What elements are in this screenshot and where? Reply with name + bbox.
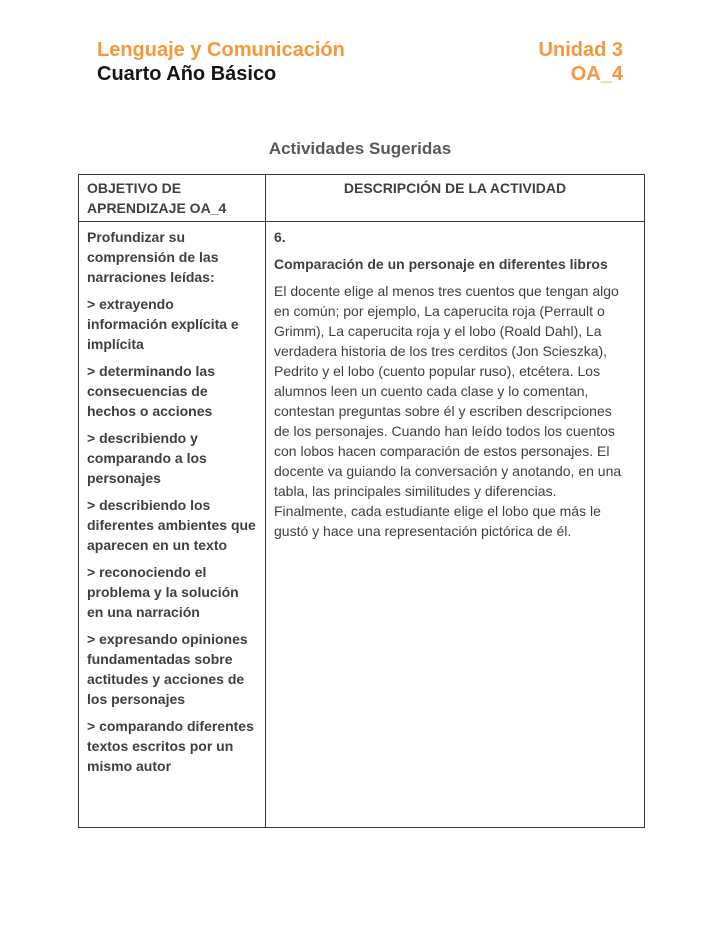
objective-column-header: OBJETIVO DE APRENDIZAJE OA_4 [79,175,266,222]
unit-label: Unidad 3 [538,39,623,61]
objective-item: > describiendo y comparando a los personajes [87,430,207,486]
grade-subtitle: Cuarto Año Básico [97,63,277,85]
objective-item: > determinando las consecuencias de hechos o acciones [87,363,215,419]
objective-item: > extrayendo información explícita e implícita [87,296,239,352]
subject-title: Lenguaje y Comunicación [97,39,345,61]
objective-item: > reconociendo el problema y la solución en una narración [87,564,239,620]
table-row [79,222,645,828]
description-column-header: DESCRIPCIÓN DE LA ACTIVIDAD [266,175,645,222]
header-right-block [539,38,623,86]
objective-item: > describiendo los diferentes ambientes que aparecen en un texto [87,497,256,553]
page-header [97,38,623,86]
oa-label: OA_4 [570,63,623,85]
objective-intro: Profundizar su comprensión de las narraciones leídas: [87,229,219,285]
objective-item: > expresando opiniones fundamentadas sobre actitudes y acciones de los personajes [87,631,248,707]
activity-title: Comparación de un personaje en diferentes libros [274,256,608,272]
header-left-block [97,38,345,86]
table-header-row [79,175,645,222]
objective-cell [79,222,266,828]
activities-table [78,174,645,828]
objective-item: > comparando diferentes textos escritos por un mismo autor [87,718,254,774]
activity-description: El docente elige al menos tres cuentos que tengan algo en común; por ejemplo, La caperucita roja (Perrault o Grimm), La caperucita roja y el lobo (Roald Dahl), La verdadera historia de los tres cerditos (Jon Scieszka), Pedrito y el lobo (cuento popular ruso), etcétera. Los alumnos leen un cuento cada clase y lo comentan, contestan preguntas sobre él y escriben descripciones de los personajes. Cuando han leído todos los cuentos con lobos hacen comparación de estos personajes. El docente va guiando la conversación y anotando, en una tabla, las principales similitudes y diferencias. Finalmente, cada estudiante elige el lobo que más le gustó y hace una representación pictórica de él. [274,283,622,539]
description-cell [266,222,645,828]
activity-number: 6. [274,229,286,245]
section-title: Actividades Sugeridas [268,139,452,158]
